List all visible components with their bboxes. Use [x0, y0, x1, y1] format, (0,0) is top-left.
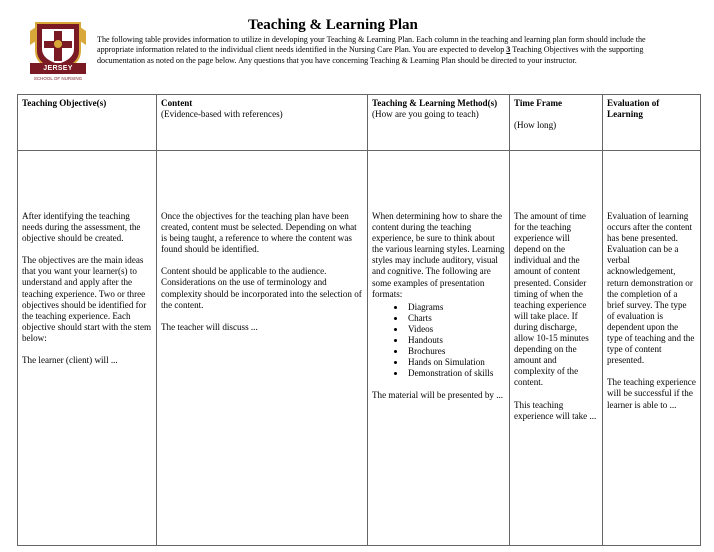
content-text: Content should be applicable to the audience. Considerations on the use of terminology and complexity should be incorporated into the selection of the content. [161, 266, 362, 310]
intro-paragraph [97, 35, 677, 66]
table-content-row [18, 151, 701, 546]
method-stem: The material will be presented by ... [372, 390, 504, 401]
logo-wordmark: JERSEY [30, 63, 86, 74]
logo-subtext: SCHOOL OF NURSING [33, 76, 83, 81]
header-label: Content [161, 98, 193, 108]
page-title: Teaching & Learning Plan [248, 17, 418, 33]
cell-evaluation [603, 151, 701, 546]
header-label: Teaching & Learning Method(s) [372, 98, 498, 108]
timeframe-text: The amount of time for the teaching experience will depend on the individual and the amount of content presented. Consider timing of when the teaching experience will take place. If during discharge, allow 10-15 minutes depending on the amount and complexity of the content. [514, 211, 589, 388]
method-text: When determining how to share the content during the teaching experience, be sure to think about the various learning styles. Learning styles may include auditory, visual and cognitive. The following are some examples of presentation formats: [372, 211, 505, 299]
list-item: • Demonstration of skills [406, 368, 505, 379]
header-sublabel: (Evidence-based with references) [161, 109, 283, 120]
list-item: • Charts [406, 313, 505, 324]
objective-count: 3 [506, 45, 511, 55]
content-stem: The teacher will discuss ... [161, 321, 258, 332]
list-item: • Handouts [406, 335, 505, 346]
list-item: • Diagrams [406, 302, 505, 313]
objective-text: The objectives are the main ideas that you want your learner(s) to understand and apply after the teaching experience. Two or three objectives should be identified for the teaching experience. Each objective should start with the stem below: [22, 255, 152, 343]
list-item: • Hands on Simulation [406, 357, 505, 368]
header-teaching-methods [368, 95, 510, 151]
teaching-plan-table [17, 94, 701, 546]
header-label: Teaching Objective(s) [22, 98, 107, 108]
header-label: Time Frame [514, 98, 563, 108]
table-header-row [18, 95, 701, 151]
header-sublabel: (How are you going to teach) [372, 109, 479, 120]
header-teaching-objectives [18, 95, 157, 151]
intro-text-part1: The following table provides information to utilize in developing your Teaching & Learning Plan. Each column in the teaching and learning plan form should include the appropriate information related to the individual client needs identified in the Nursing Care Plan. You are expected to develop [97, 35, 646, 55]
header-evaluation [603, 95, 701, 151]
cell-teaching-methods [368, 151, 510, 546]
list-item: • Videos [406, 324, 505, 335]
list-item: • Brochures [406, 346, 505, 357]
header-sublabel: (How long) [514, 120, 557, 131]
cell-teaching-objectives [18, 151, 157, 546]
objective-stem: The learner (client) will ... [22, 355, 118, 366]
header-content [157, 95, 368, 151]
objective-text: After identifying the teaching needs during the assessment, the objective should be created. [22, 211, 141, 244]
cell-content [157, 151, 368, 546]
header-label: Evaluation of Learning [607, 98, 660, 120]
evaluation-text: Evaluation of learning occurs after the content has bene presented. Evaluation can be a verbal acknowledgement, return demonstration or the completion of a brief survey. The type of evaluation is dependent upon the type of teaching and the type of content presented. [607, 211, 695, 366]
intro-text-part2: Teaching Objectives with the supporting documentation as noted on the page below. Any questions that you have concerning Teaching & Learning Plan should be directed to your instructor. [97, 45, 644, 65]
content-text: Once the objectives for the teaching plan have been created, content must be selected. Depending on what is being taught, a reference to where the content was found should be identified. [161, 211, 357, 255]
evaluation-stem: The teaching experience will be successful if the learner is able to ... [607, 377, 696, 410]
timeframe-stem: This teaching experience will take ... [514, 399, 597, 421]
presentation-formats-list [372, 302, 505, 380]
cell-time-frame [510, 151, 603, 546]
header-time-frame [510, 95, 603, 151]
